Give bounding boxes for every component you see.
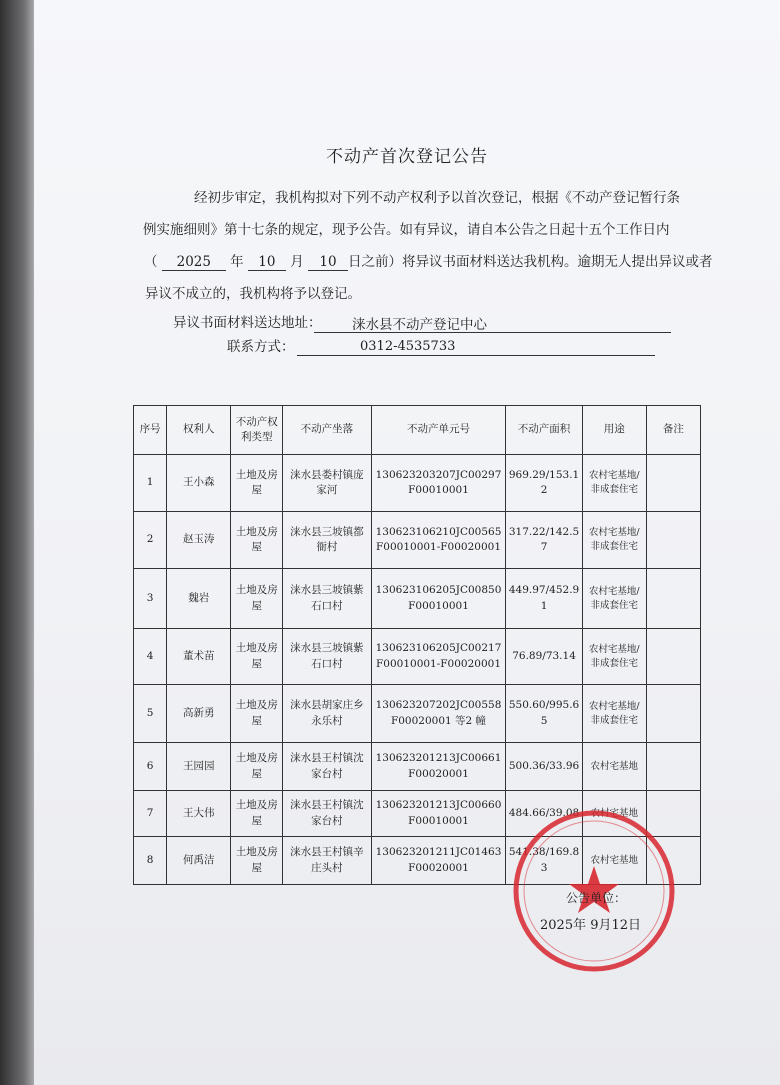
unit-number-cell: 130623203207JC00297F00010001 xyxy=(371,455,506,512)
table-header-row xyxy=(134,406,701,455)
usage-cell: 农村宅基地/非成套住宅 xyxy=(582,455,646,512)
property-location-cell: 涞水县王村镇沈家台村 xyxy=(283,791,371,837)
remarks-cell xyxy=(646,455,700,512)
row-number-cell: 1 xyxy=(134,455,167,512)
header-cell: 序号 xyxy=(134,406,167,455)
table-row xyxy=(134,685,701,743)
deadline-day: 10 xyxy=(308,254,348,271)
owner-name-cell: 王大伟 xyxy=(167,791,231,837)
owner-name-cell: 高新勇 xyxy=(167,685,231,743)
notice-page xyxy=(34,0,780,1085)
property-location-cell: 涞水县王村镇沈家台村 xyxy=(283,743,371,791)
usage-cell: 农村宅基地/非成套住宅 xyxy=(582,629,646,685)
issuing-unit-label: 公告单位： xyxy=(566,891,627,905)
notice-title: 不动产首次登记公告 xyxy=(326,147,488,167)
contact-value: 0312-4535733 xyxy=(360,339,456,354)
unit-number-cell: 130623201213JC00661F00020001 xyxy=(371,743,506,791)
right-type-cell: 土地及房屋 xyxy=(231,685,283,743)
remarks-cell xyxy=(646,629,700,685)
table-row xyxy=(134,629,701,685)
property-location-cell: 涞水县娄村镇庞家河 xyxy=(283,455,371,512)
property-area-cell: 317.22/142.57 xyxy=(506,512,582,569)
usage-cell: 农村宅基地/非成套住宅 xyxy=(582,512,646,569)
header-cell: 不动产权利类型 xyxy=(231,406,283,455)
owner-name-cell: 王小森 xyxy=(167,455,231,512)
remarks-cell xyxy=(646,569,700,629)
property-area-cell: 500.36/33.96 xyxy=(506,743,582,791)
address-value: 涞水县不动产登记中心 xyxy=(352,317,487,333)
usage-cell: 农村宅基地 xyxy=(582,743,646,791)
row-number-cell: 7 xyxy=(134,791,167,837)
table-row xyxy=(134,455,701,512)
issue-date: 2025年 9月12日 xyxy=(540,918,642,933)
table-row xyxy=(134,569,701,629)
owner-name-cell: 董术苗 xyxy=(167,629,231,685)
address-label: 异议书面材料送达地址： xyxy=(173,315,322,331)
property-location-cell: 涞水县三坡镇都衙村 xyxy=(283,512,371,569)
remarks-cell xyxy=(646,512,700,569)
property-area-cell: 550.60/995.65 xyxy=(506,685,582,743)
header-cell: 备注 xyxy=(646,406,700,455)
property-area-cell: 541.38/169.83 xyxy=(506,837,582,885)
right-type-cell: 土地及房屋 xyxy=(231,743,283,791)
usage-cell: 农村宅基地 xyxy=(582,837,646,885)
owner-name-cell: 何禹洁 xyxy=(167,837,231,885)
property-area-cell: 449.97/452.91 xyxy=(506,569,582,629)
contact-label: 联系方式： xyxy=(227,339,295,355)
row-number-cell: 8 xyxy=(134,837,167,885)
unit-number-cell: 130623106205JC00850F00010001 xyxy=(371,569,506,629)
year-label: 年 xyxy=(230,254,244,270)
notice-paragraph-line-4: 异议不成立的，我机构将予以登记。 xyxy=(145,286,361,302)
property-location-cell: 涞水县胡家庄乡永乐村 xyxy=(283,685,371,743)
header-cell: 不动产单元号 xyxy=(371,406,506,455)
unit-number-cell: 130623207202JC00558F00020001 等2 幢 xyxy=(371,685,506,743)
row-number-cell: 5 xyxy=(134,685,167,743)
header-cell: 不动产坐落 xyxy=(283,406,371,455)
notice-paragraph-line-2: 例实施细则》第十七条的规定，现予公告。如有异议，请自本公告之日起十五个工作日内 xyxy=(143,222,670,238)
table-row xyxy=(134,512,701,569)
notice-paragraph-line-1: 经初步审定，我机构拟对下列不动产权利予以首次登记，根据《不动产登记暂行条 xyxy=(194,190,680,206)
table-row xyxy=(134,743,701,791)
owner-name-cell: 魏岩 xyxy=(167,569,231,629)
day-label: 日之前）将异议书面材料送达我机构。逾期无人提出异议或者 xyxy=(347,254,713,270)
owner-name-cell: 赵玉涛 xyxy=(167,512,231,569)
usage-cell: 农村宅基地 xyxy=(582,791,646,837)
owner-name-cell: 王园园 xyxy=(167,743,231,791)
unit-number-cell: 130623106210JC00565F00010001-F00020001 xyxy=(371,512,506,569)
property-location-cell: 涞水县王村镇辛庄头村 xyxy=(283,837,371,885)
row-number-cell: 3 xyxy=(134,569,167,629)
right-type-cell: 土地及房屋 xyxy=(231,791,283,837)
right-type-cell: 土地及房屋 xyxy=(231,455,283,512)
remarks-cell xyxy=(646,685,700,743)
row-number-cell: 2 xyxy=(134,512,167,569)
date-open-bracket: （ xyxy=(144,254,158,270)
right-type-cell: 土地及房屋 xyxy=(231,837,283,885)
scan-background-edge xyxy=(0,0,34,1085)
right-type-cell: 土地及房屋 xyxy=(231,629,283,685)
property-location-cell: 涞水县三坡镇紫石口村 xyxy=(283,629,371,685)
property-area-cell: 969.29/153.12 xyxy=(506,455,582,512)
row-number-cell: 6 xyxy=(134,743,167,791)
unit-number-cell: 130623106205JC00217F00010001-F00020001 xyxy=(371,629,506,685)
unit-number-cell: 130623201211JC01463F00020001 xyxy=(371,837,506,885)
property-location-cell: 涞水县三坡镇紫石口村 xyxy=(283,569,371,629)
month-label: 月 xyxy=(290,254,304,270)
header-cell: 不动产面积 xyxy=(506,406,582,455)
right-type-cell: 土地及房屋 xyxy=(231,569,283,629)
property-area-cell: 484.66/39.08 xyxy=(506,791,582,837)
deadline-year: 2025 xyxy=(162,254,226,271)
usage-cell: 农村宅基地/非成套住宅 xyxy=(582,685,646,743)
row-number-cell: 4 xyxy=(134,629,167,685)
property-area-cell: 76.89/73.14 xyxy=(506,629,582,685)
contact-underline xyxy=(297,355,655,356)
header-cell: 用途 xyxy=(582,406,646,455)
header-cell: 权利人 xyxy=(167,406,231,455)
remarks-cell xyxy=(646,743,700,791)
usage-cell: 农村宅基地/非成套住宅 xyxy=(582,569,646,629)
notice-paragraph-line-3 xyxy=(144,250,712,271)
deadline-month: 10 xyxy=(248,254,286,271)
right-type-cell: 土地及房屋 xyxy=(231,512,283,569)
unit-number-cell: 130623201213JC00660F00010001 xyxy=(371,791,506,837)
